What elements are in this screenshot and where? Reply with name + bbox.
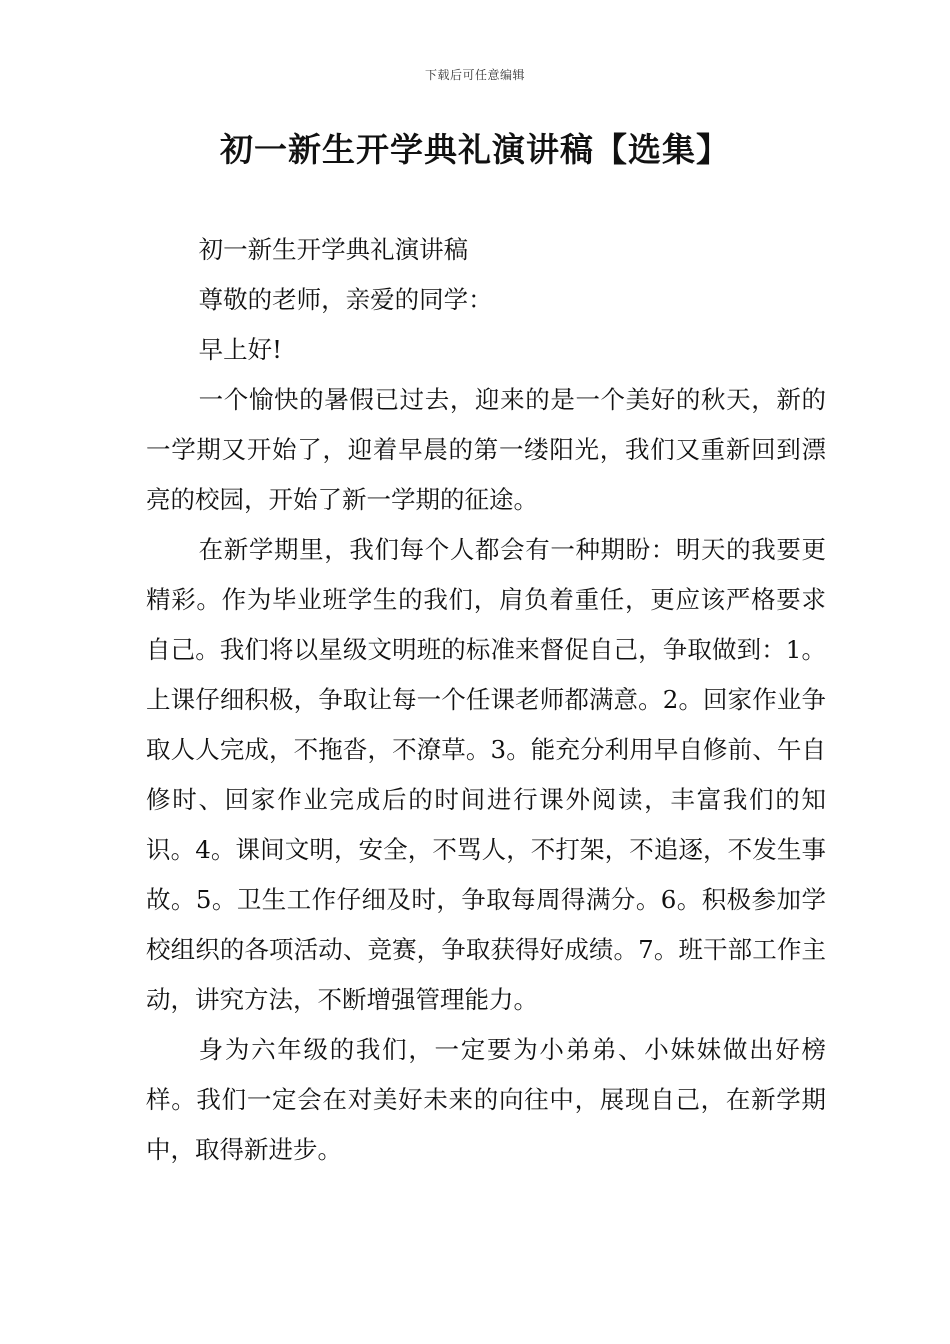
paragraph-greeting: 早上好! <box>198 335 283 364</box>
paragraph-salutation: 尊敬的老师，亲爱的同学： <box>198 285 493 314</box>
paragraph-goals: 在新学期里，我们每个人都会有一种期盼：明天的我要更精彩。作为毕业班学生的我们，肩负着重任，更应该严格要求自己。我们将以星级文明班的标准来督促自己，争取做到：1。上课仔细积极，争取让每一个任课老师都满意。2。回家作业争取人人完成，不拖沓，不潦草。3。能充分利用早自修前、午自修时、回家作业完成后的时间进行课外阅读，丰富我们的知识。4。课间文明，安全，不骂人，不打架，不追逐，不发生事故。5。卫生工作仔细及时，争取每周得满分。6。积极参加学校组织的各项活动、竞赛，争取获得好成绩。7。班干部工作主动，讲究方法，不断增强管理能力。 <box>146 535 826 1014</box>
document-body <box>146 225 826 1175</box>
header-note: 下载后可任意编辑 <box>424 68 525 82</box>
paragraph-intro: 一个愉快的暑假已过去，迎来的是一个美好的秋天，新的一学期又开始了，迎着早晨的第一缕阳光，我们又重新回到漂亮的校园，开始了新一学期的征途。 <box>146 385 826 514</box>
document-title: 初一新生开学典礼演讲稿【选集】 <box>220 130 730 169</box>
paragraph-closing: 身为六年级的我们，一定要为小弟弟、小妹妹做出好榜样。我们一定会在对美好未来的向往中，展现自己，在新学期中，取得新进步。 <box>146 1035 826 1164</box>
paragraph-subtitle: 初一新生开学典礼演讲稿 <box>198 235 469 264</box>
